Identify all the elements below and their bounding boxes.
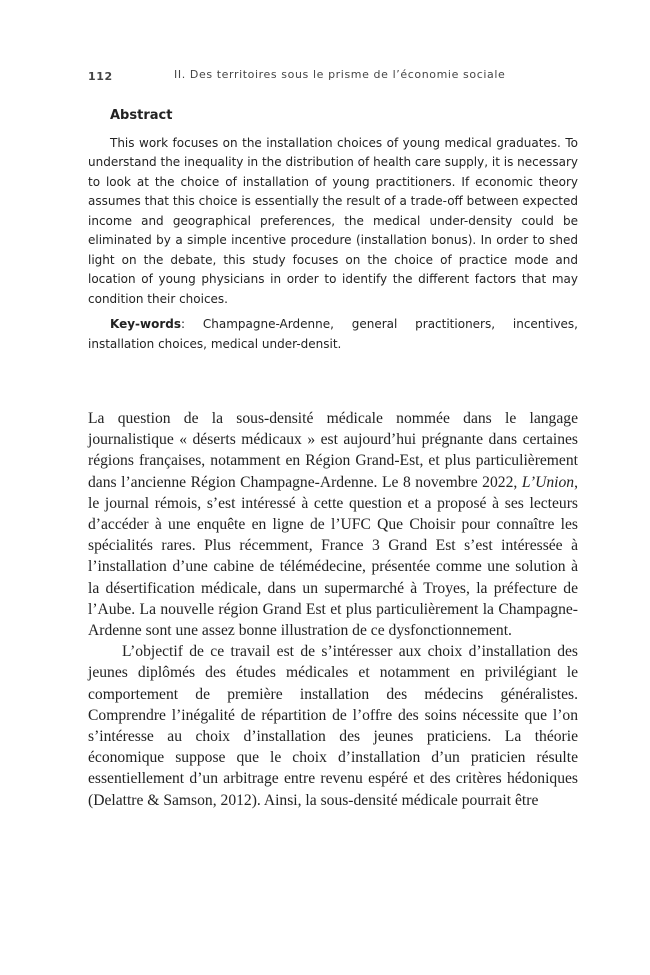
abstract-body: This work focuses on the installation choices of young medical graduates. To understand the inequality in the distribution of health care supply, it is necessary to look at the choice of installation of young practitioners. If economic theory assumes that this choice is essentially the result of a trade-off between expected income and geographical preferences, the medical under-density could be eliminated by a simple incentive procedure (installation bonus). In order to shed light on the debate, this study focuses on the choice of practice mode and location of young physicians in order to identify the different factors that may condition their choices. (88, 135, 578, 306)
paragraph-1-text-a: La question de la sous-densité médicale nommée dans le langage journalistique « déserts médicaux » est aujourd’hui prégnante dans certaines régions françaises, notamment en Région Grand-Est, et plus particulièrement dans l’ancienne Région Champagne-Ardenne. Le 8 novembre 2022, (88, 410, 578, 491)
abstract-section (88, 106, 578, 354)
running-header (88, 68, 578, 86)
page-number: 112 (88, 70, 113, 83)
running-title: II. Des territoires sous le prisme de l’économie sociale (174, 68, 506, 81)
paragraph-1-text-b: , le journal rémois, s’est intéressé à cette question et a proposé à ses lecteurs d’accéder à une enquête en ligne de l’UFC Que Choisir pour connaître les spécialités rares. Plus récemment, France 3 Grand Est s’est intéressée à l’installation d’une cabine de télémédecine, présentée comme une solution à la désertification médicale, dans un supermarché à Troyes, la préfecture de l’Aube. La nouvelle région Grand Est et plus particulièrement la Champagne-Ardenne sont une assez bonne illustration de ce dysfonctionnement. (88, 473, 578, 640)
body-paragraph-2: L’objectif de ce travail est de s’intéresser aux choix d’installation des jeunes diplômés des études médicales et notamment en privilégiant le comportement de première installation des médecins généralistes. Comprendre l’inégalité de répartition de l’offre des soins nécessite que l’on s’intéresse au choix d’installation des jeunes praticiens. La théorie économique suppose que le choix d’installation d’un praticien résulte essentiellement d’un arbitrage entre revenu espéré et des critères hédoniques (Delattre & Samson, 2012). Ainsi, la sous-densité médicale pourrait être (88, 643, 578, 809)
keywords-text: : Champagne-Ardenne, general practitioners, incentives, installation choices, medical under-densit. (88, 317, 578, 351)
main-text (88, 408, 578, 811)
body-paragraph-1 (88, 408, 578, 641)
keywords-label: Key-words (110, 317, 182, 331)
newspaper-title: L’Union (521, 473, 575, 491)
abstract-heading: Abstract (110, 108, 173, 123)
keywords (88, 315, 578, 354)
